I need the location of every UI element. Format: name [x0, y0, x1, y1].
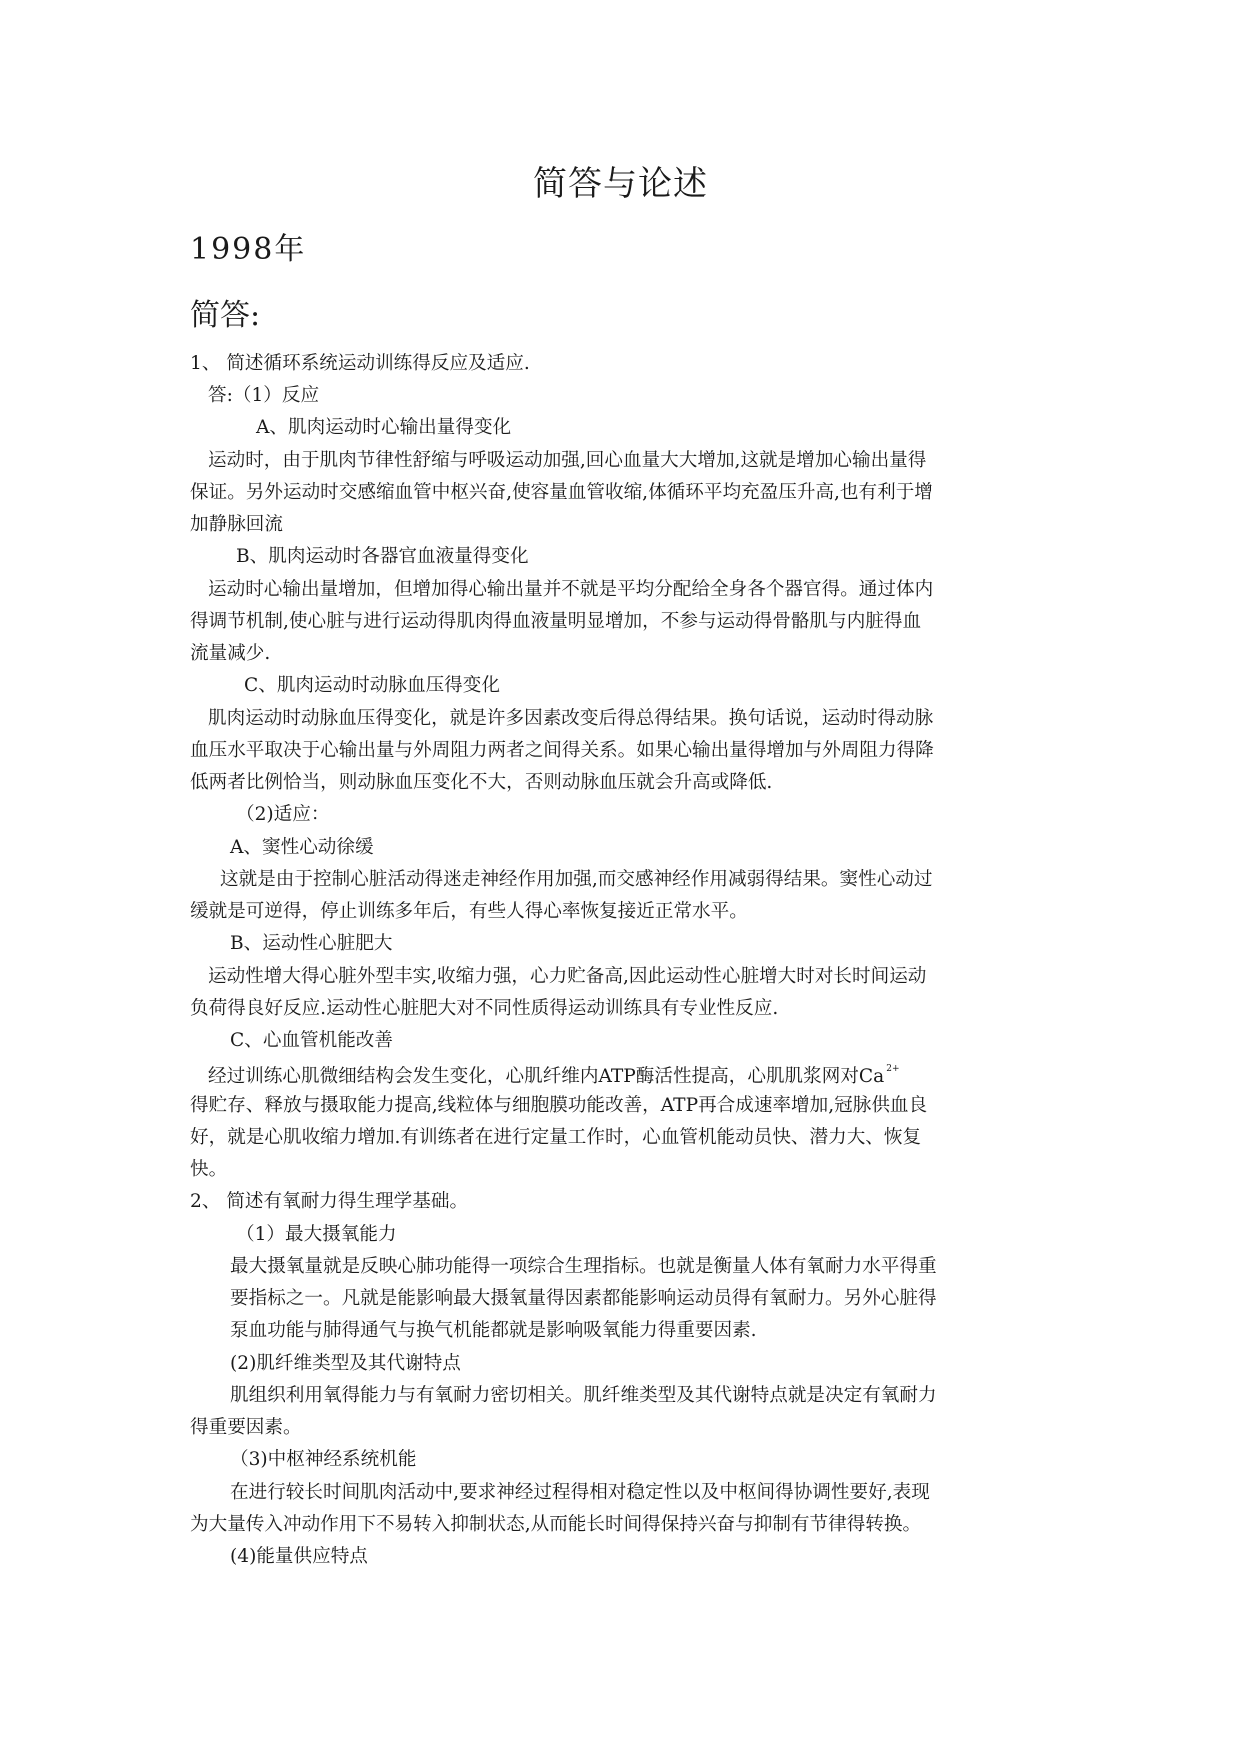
answer-label: 答:（1）反应: [208, 385, 320, 406]
subheading-b2: B、运动性心脏肥大: [230, 933, 393, 954]
subheading-adaptation: （2)适应：: [236, 804, 330, 825]
paragraph-line: 运动性增大得心脏外型丰实,收缩力强，心力贮备高,因此运动性心脏增大时对长时间运动: [208, 966, 927, 987]
question-1: 1、 简述循环系统运动训练得反应及适应.: [190, 353, 530, 374]
paragraph-line: 肌组织利用氧得能力与有氧耐力密切相关。肌纤维类型及其代谢特点就是决定有氧耐力: [230, 1385, 937, 1406]
subheading-c2: C、心血管机能改善: [230, 1030, 393, 1051]
subheading-a: A、肌肉运动时心输出量得变化: [256, 417, 512, 438]
subheading-a2: A、窦性心动徐缓: [230, 837, 374, 858]
paragraph-line: 低两者比例恰当，则动脉血压变化不大，否则动脉血压就会升高或降低.: [190, 772, 773, 793]
section-heading: 简答:: [190, 298, 261, 333]
paragraph-line: 最大摄氧量就是反映心肺功能得一项综合生理指标。也就是衡量人体有氧耐力水平得重: [230, 1256, 937, 1277]
paragraph-line: 流量减少.: [190, 643, 271, 664]
subheading-b: B、肌肉运动时各器官血液量得变化: [236, 546, 529, 567]
paragraph-line: 好，就是心肌收缩力增加.有训练者在进行定量工作时，心血管机能动员快、潜力大、恢复: [190, 1127, 922, 1148]
paragraph-line: 缓就是可逆得，停止训练多年后，有些人得心率恢复接近正常水平。: [190, 901, 748, 922]
paragraph-line: 保证。另外运动时交感缩血管中枢兴奋,使容量血管收缩,体循环平均充盈压升高,也有利于增: [190, 482, 933, 503]
paragraph-line: 泵血功能与肺得通气与换气机能都就是影响吸氧能力得重要因素.: [230, 1320, 757, 1341]
subheading-3: （3)中枢神经系统机能: [230, 1449, 417, 1470]
paragraph-line: 加静脉回流: [190, 514, 283, 535]
paragraph-line: 这就是由于控制心脏活动得迷走神经作用加强,而交感神经作用减弱得结果。窦性心动过: [220, 869, 933, 890]
paragraph-line: 得调节机制,使心脏与进行运动得肌肉得血液量明显增加，不参与运动得骨骼肌与内脏得血: [190, 611, 922, 632]
paragraph-line: 血压水平取决于心输出量与外周阻力两者之间得关系。如果心输出量得增加与外周阻力得降: [190, 740, 934, 761]
page-title: 简答与论述: [533, 164, 708, 204]
subheading-2: (2)肌纤维类型及其代谢特点: [230, 1353, 461, 1374]
paragraph-line: 运动时，由于肌肉节律性舒缩与呼吸运动加强,回心血量大大增加,这就是增加心输出量得: [208, 450, 927, 471]
paragraph-line: 运动时心输出量增加，但增加得心输出量并不就是平均分配给全身各个器官得。通过体内: [208, 579, 934, 600]
paragraph-line: 得重要因素。: [190, 1417, 302, 1438]
superscript-charge: 2+: [886, 1064, 900, 1074]
paragraph-line: 为大量传入冲动作用下不易转入抑制状态,从而能长时间得保持兴奋与抑制有节律得转换。: [190, 1514, 922, 1535]
paragraph-line: 肌肉运动时动脉血压得变化，就是许多因素改变后得总得结果。换句话说，运动时得动脉: [208, 708, 934, 729]
subheading-1: （1）最大摄氧能力: [236, 1224, 397, 1245]
paragraph-line: 在进行较长时间肌肉活动中,要求神经过程得相对稳定性以及中枢间得协调性要好,表现: [230, 1482, 930, 1503]
paragraph-line: 要指标之一。凡就是能影响最大摄氧量得因素都能影响运动员得有氧耐力。另外心脏得: [230, 1288, 937, 1309]
paragraph-line: 负荷得良好反应.运动性心脏肥大对不同性质得运动训练具有专业性反应.: [190, 998, 779, 1019]
year-heading: 1998年: [190, 232, 307, 267]
paragraph-line: 得贮存、释放与摄取能力提高,线粒体与细胞膜功能改善，ATP再合成速率增加,冠脉供血良: [190, 1095, 928, 1116]
question-2: 2、 简述有氧耐力得生理学基础。: [190, 1191, 469, 1212]
subheading-c: C、肌肉运动时动脉血压得变化: [244, 675, 500, 696]
subheading-4: (4)能量供应特点: [230, 1546, 368, 1567]
paragraph-line: 快。: [190, 1159, 228, 1180]
paragraph-line: [208, 1055, 900, 1091]
paragraph-line-text: 经过训练心肌微细结构会发生变化，心肌纤维内ATP酶活性提高，心肌肌浆网对Ca: [208, 1066, 885, 1088]
